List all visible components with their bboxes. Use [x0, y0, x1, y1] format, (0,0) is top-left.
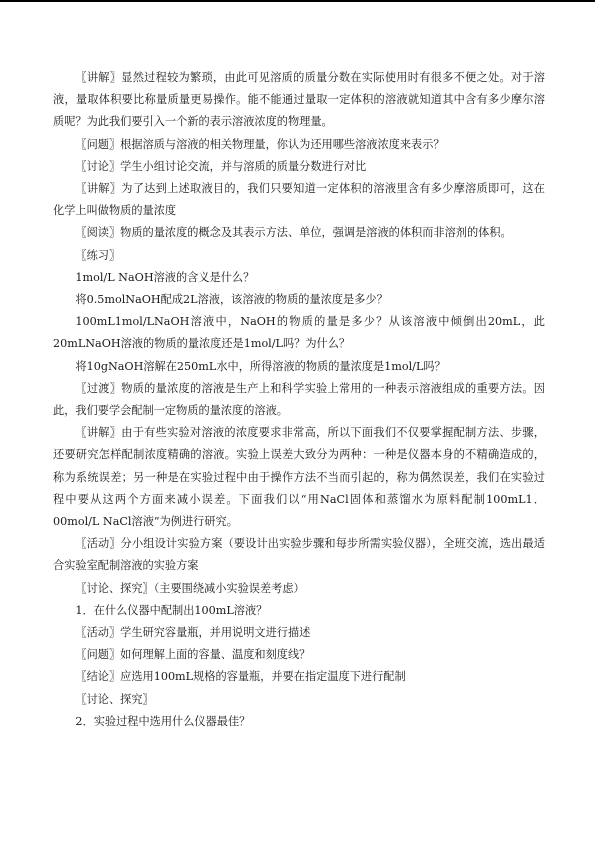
exercise-item-3: 100mL1mol/LNaOH溶液中，NaOH的物质的量是多少？从该溶液中倾倒出20mL，此20mLNaOH溶液的物质的量浓度还是1mol/L吗？为什么？ [53, 315, 545, 351]
paragraph-transition: 〖过渡〗物质的量浓度的溶液是生产上和科学实验上常用的一种表示溶液组成的重要方法。因此，我们要学会配制一定物质的量浓度的溶液。 [53, 381, 545, 418]
paragraph-conclusion: 〖结论〗应选用100mL规格的容量瓶，并要在指定温度下进行配制 [75, 670, 406, 684]
paragraph-question-concentration: 〖问题〗根据溶质与溶液的相关物理量，你认为还用哪些溶液浓度来表示？ [75, 137, 445, 151]
paragraph-discussion-explore-1: 〖讨论、探究〗（主要围绕减小实验误差考虑） [75, 581, 305, 595]
paragraph-lecture-errors: 〖讲解〗由于有些实验对溶液的浓度要求非常高，所以下面我们不仅要掌握配制方法、步骤，还要研究怎样配制浓度精确的溶液。实验上误差大致分为两种：一种是仪器本身的不精确造成的，称为系统误差；另一种是在实验过程中由于操作方法不当而引起的，称为偶然误差，我们在实验过程中要从这两个方面来减小误差。下面我们以“用NaCl固体和蒸馏水为原料配制100mL1．00mol/L NaCl溶液”为例进行研究。 [53, 426, 545, 529]
exercise-item-4: 将10gNaOH溶解在250mL水中，所得溶液的物质的量浓度是1mol/L吗？ [75, 359, 446, 373]
document-body [53, 67, 545, 733]
question-item-1: 1．在什么仪器中配制出100mL溶液？ [75, 603, 268, 617]
paragraph-lecture-definition: 〖讲解〗为了达到上述取液目的，我们只要知道一定体积的溶液里含有多少摩溶质即可，这在化学上叫做物质的量浓度 [53, 182, 545, 218]
exercise-item-2: 将0.5molNaOH配成2L溶液，该溶液的物质的量浓度是多少？ [75, 293, 388, 307]
paragraph-activity-flask: 〖活动〗学生研究容量瓶，并用说明文进行描述 [75, 626, 311, 640]
paragraph-exercise-heading: 〖练习〗 [75, 248, 121, 262]
exercise-item-1: 1mol/L NaOH溶液的含义是什么？ [75, 270, 255, 284]
paragraph-reading-concept: 〖阅读〗物质的量浓度的概念及其表示方法、单位，强调是溶液的体积而非溶剂的体积。 [75, 226, 512, 240]
page-top-border [0, 0, 595, 2]
paragraph-activity-design: 〖活动〗分小组设计实验方案（要设计出实验步骤和每步所需实验仪器），全班交流，选出最适合实验室配制溶液的实验方案 [53, 537, 545, 573]
paragraph-discussion-explore-2: 〖讨论、探究〗 [75, 692, 154, 706]
paragraph-lecture-intro: 〖讲解〗显然过程较为繁琐，由此可见溶质的质量分数在实际使用时有很多不便之处。对于溶液，量取体积要比称量质量更易操作。能不能通过量取一定体积的溶液就知道其中含有多少摩尔溶质呢？为此我们要引入一个新的表示溶液浓度的物理量。 [53, 71, 545, 129]
paragraph-question-capacity: 〖问题〗如何理解上面的容量、温度和刻度线？ [75, 648, 311, 662]
paragraph-discussion-compare: 〖讨论〗学生小组讨论交流，并与溶质的质量分数进行对比 [75, 159, 367, 173]
question-item-2: 2．实验过程中选用什么仪器最佳？ [75, 714, 251, 728]
